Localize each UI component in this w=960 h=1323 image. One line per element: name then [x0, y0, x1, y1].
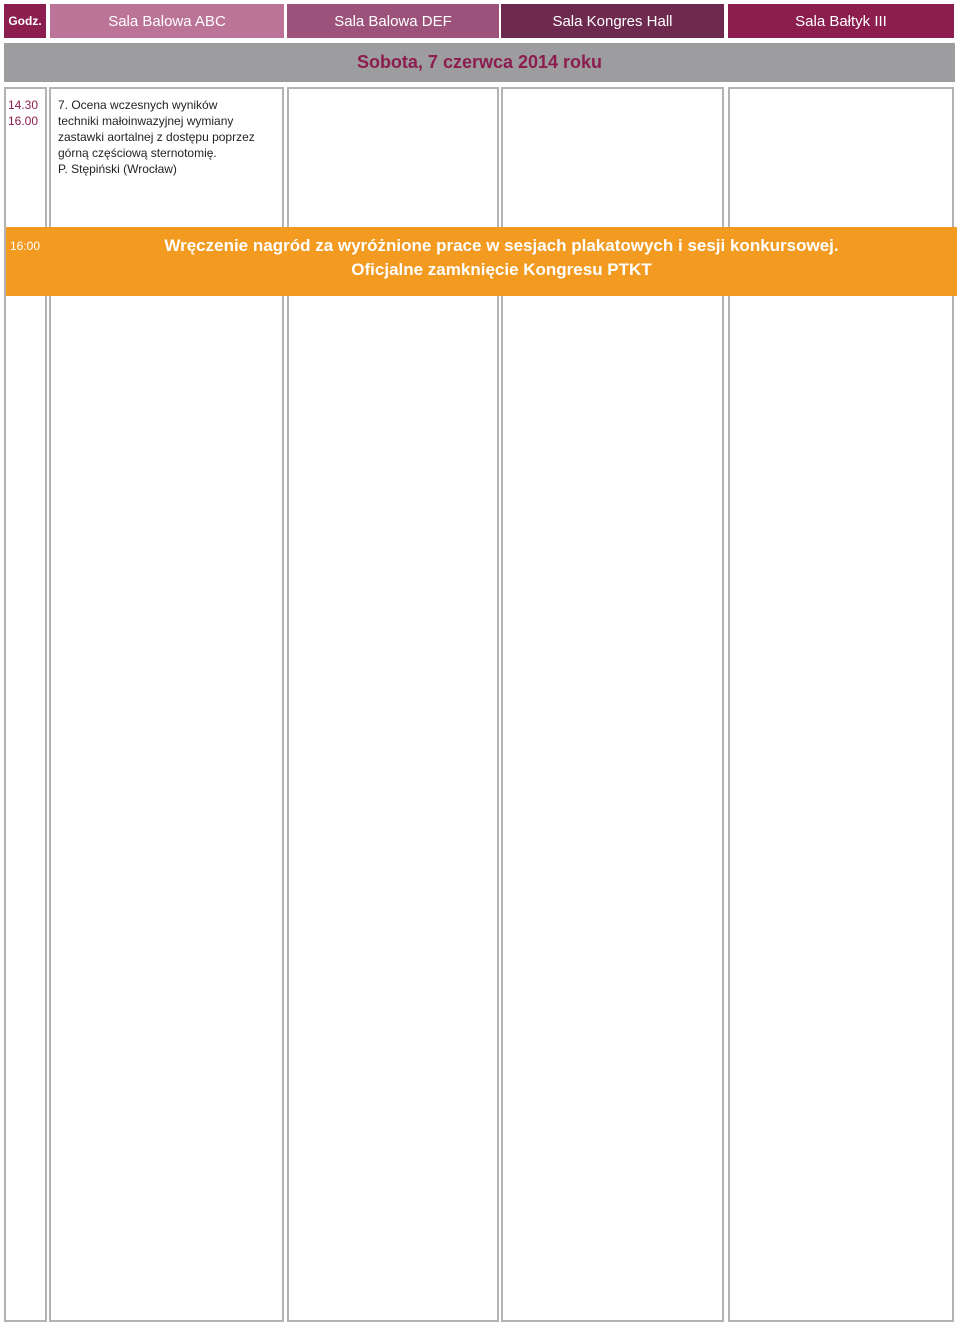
time-column-label: Godz.: [8, 14, 42, 28]
room-name: Sala Balowa ABC: [108, 12, 226, 30]
room-header-balowa-def: [287, 4, 499, 38]
session-title-line: zastawki aortalnej z dostępu poprzez: [58, 130, 255, 144]
room-header-baltyk-iii: [728, 4, 954, 38]
room-name: Sala Balowa DEF: [334, 12, 452, 30]
slot-time: [8, 97, 38, 129]
session-entry: [58, 97, 280, 177]
room-name: Sala Kongres Hall: [552, 12, 673, 30]
session-title-line: górną częściową sternotomię.: [58, 146, 217, 160]
room-name: Sala Bałtyk III: [795, 12, 887, 30]
date-label: Sobota, 7 czerwca 2014 roku: [356, 52, 603, 72]
time-column-header: [4, 4, 46, 38]
closing-time: 16:00: [10, 239, 41, 253]
session-title-line: techniki małoinwazyjnej wymiany: [58, 114, 234, 128]
room-header-balowa-abc: [50, 4, 284, 38]
closing-banner: [6, 227, 957, 296]
session-speaker: P. Stępiński (Wrocław): [58, 162, 177, 176]
date-band: [4, 43, 955, 82]
closing-line-ceremony: Oficjalne zamknięcie Kongresu PTKT: [351, 260, 652, 279]
session-title-line: 7. Ocena wczesnych wyników: [58, 98, 218, 112]
room-header-kongres-hall: [501, 4, 724, 38]
closing-line-awards: Wręczenie nagród za wyróżnione prace w sesjach plakatowych i sesji konkursowej.: [164, 236, 839, 255]
slot-start-time: 14.30: [8, 98, 39, 112]
slot-end-time: 16.00: [8, 114, 39, 128]
closing-text: [66, 234, 937, 282]
